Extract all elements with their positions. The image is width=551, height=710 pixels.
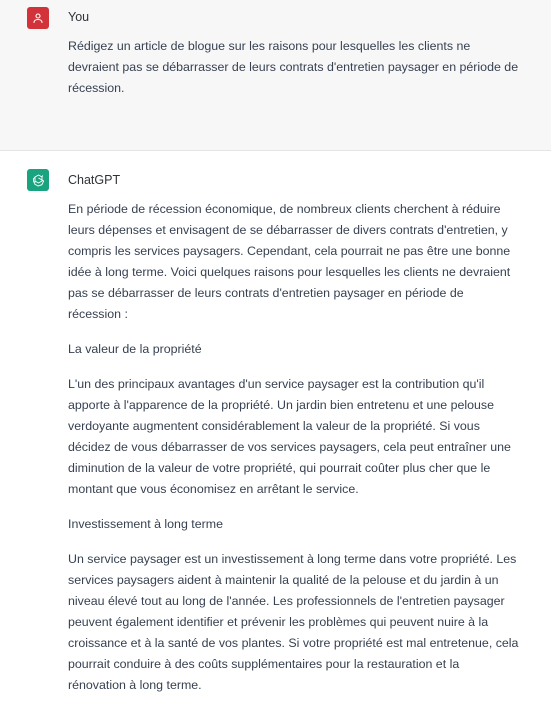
user-name: You — [68, 10, 90, 24]
assistant-message-block — [0, 151, 551, 699]
user-message-block — [0, 0, 551, 151]
section-heading: Investissement à long terme — [68, 517, 223, 531]
person-icon — [32, 12, 44, 24]
assistant-message-body — [68, 199, 520, 710]
section-paragraph: L'un des principaux avantages d'un service paysager est la contribution qu'il apporte à l'apparence de la propriété. Un jardin bien entretenu et une pelouse verdoyante augmentent considérablement la valeur de la propriété. Si vous décidez de vous débarrasser de vos services paysagers, cela peut entraîner une diminution de la valeur de votre propriété, qui pourrait coûter plus cher que le montant que vous économisez en arrêtant le service. — [68, 377, 511, 496]
intro-paragraph: En période de récession économique, de nombreux clients cherchent à réduire leurs dépenses et envisagent de se débarrasser de divers contrats d'entretien, y compris les services paysagers. Cependant, cela pourrait ne pas être une bonne idée à long terme. Voici quelques raisons pour lesquelles les clients ne devraient pas se débarrasser de leurs contrats d'entretien paysager en période de récession : — [68, 202, 511, 321]
section-paragraph: Un service paysager est un investissement à long terme dans votre propriété. Les services paysagers aident à maintenir la qualité de la pelouse et du jardin à un niveau élevé tout au long de l'année. Les professionnels de l'entretien paysager peuvent également identifier et prévenir les problèmes qui peuvent nuire à la croissance et à la santé de vos plantes. Si votre propriété est mal entretenue, cela pourrait conduire à des coûts supplémentaires pour la restauration et la rénovation à long terme. — [68, 552, 519, 692]
section-heading: La valeur de la propriété — [68, 342, 202, 356]
chatgpt-avatar — [27, 169, 49, 191]
openai-logo-icon — [31, 173, 46, 188]
assistant-name: ChatGPT — [68, 173, 121, 187]
user-message-text: Rédigez un article de blogue sur les raisons pour lesquelles les clients ne devraient pas se débarrasser de leurs contrats d'entretien paysager en période de récession. — [68, 39, 519, 95]
user-avatar — [27, 7, 49, 29]
